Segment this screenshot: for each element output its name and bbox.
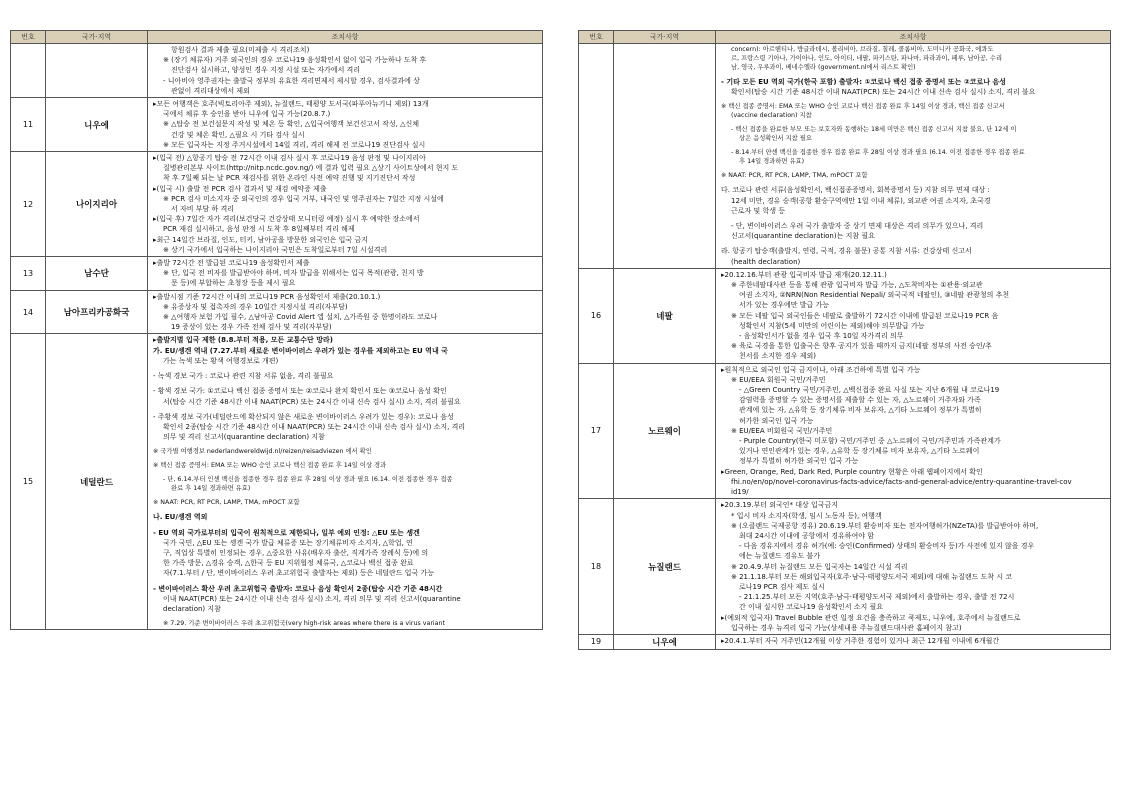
measure-line: 근로자 및 학생 등: [731, 206, 786, 215]
measure-line: 여권 소지자, ②NRN(Non Residential Nepali/ 외국국적 네팔인), ③네팔 관광청의 추천: [739, 291, 1010, 300]
measure-line: ▸(예외적 입국자) Travel Bubble 관련 일정 요건을 충족하고 쿡제도, 니우에, 호주에서 뉴질랜드로: [721, 613, 1021, 622]
left-table-body: [11, 44, 543, 630]
table-row: [579, 363, 1111, 499]
row-number: 12: [11, 152, 46, 257]
measure-line: ※ 단, 입국 전 비자를 발급받아야 하며, 비자 발급을 위해서는 입국 목적(관광, 친지 방: [163, 269, 424, 278]
header-measures: 조치사항: [716, 31, 1111, 44]
measure-line: ※ NAAT: PCR, RT PCR, LAMP, TMA, mPOCT 포함: [153, 499, 300, 507]
row-number: 15: [11, 334, 46, 630]
right-header-row: [579, 31, 1111, 44]
measure-line: ▸20.3.19.부터 외국인* 대상 입국금지: [721, 501, 839, 510]
measure-line: ▸출발시점 기준 72시간 이내의 코로나19 PCR 음성확인서 제출(20.10.1.): [153, 292, 381, 301]
measure-line: 관없이 격리대상에서 제외: [171, 86, 250, 95]
measure-line: 착 후 7일째 되는 날 PCR 재검사를 위한 온라인 사전 예약 진행 및 지기진단서 작성: [163, 174, 416, 183]
measure-line: ※ △여행자 보험 가입 필수, △남아공 Covid Alert 앱 설치, △가족원 중 한명이라도 코로나: [163, 313, 438, 322]
measure-line: - △Green Country 국민/거주민, △백신접종 완료 사실 또는 지난 6개월 내 코로나19: [739, 386, 1000, 395]
measure-line: 확인서(탑승 시간 기준 48시간 이내 NAAT(PCR) 또는 24시간 이내 신속 검사 실시) 소지, 격리 불요: [731, 88, 1036, 97]
row-measures: [716, 499, 1111, 635]
measure-line: - Purple Country(한국 미포함) 국민/거주민 중 △노르웨이 국민/거주민과 가족관계가: [739, 437, 1001, 446]
measure-line: declaration) 지참: [163, 604, 221, 613]
measure-line: ▸(입국 시) 출발 전 PCR 검사 결과서 및 재검 예약증 제출: [153, 184, 327, 193]
measure-line: 다. 코로나 관련 서류(음성확인서, 백신접종증명서, 회복증명서 등) 지참 의무 면제 대상 :: [721, 186, 990, 195]
measure-line: 에는 뉴질랜드 경유도 불가: [739, 552, 821, 561]
measure-line: 19 증상이 있는 경우 가족 전체 검사 및 격리(자부담): [171, 323, 332, 332]
measure-line: - 21.1.25.부터 모든 지역(호주·남극·태평양도서국 제외)에서 출발하는 경우, 출발 전 72시: [739, 593, 1015, 602]
measure-line: ※ EU/EEA 회원국 국민/거주민: [731, 375, 826, 384]
row-number: 13: [11, 257, 46, 291]
measure-line: ▸최근 14일간 브라질, 인도, 터키, 남아공을 방문한 외국인은 입국 금지: [153, 235, 368, 244]
measure-line: 완료 후 14일 경과하면 유효): [171, 485, 251, 493]
measure-line: - 황색 경보 국가: ①코로나 백신 접종 증명서 또는 ②코로나 완치 확인서 또는 ③코로나 음성 확인: [153, 387, 447, 396]
measure-line: - 주황색 경보 국가(네덜란드에 확산되지 않은 새로운 변이바이러스 우려가 있는 경우): 코로나 음성: [153, 412, 454, 421]
row-country: 니우에: [46, 98, 148, 152]
table-row: [579, 499, 1111, 635]
measure-line: 자(7.1.부터 / 단, 변이바이러스 우려 초고위험국 출발자는 제외) 등은 네덜란드 입국 가능: [163, 569, 435, 578]
measure-line: 구, 직업상 특별히 인정되는 경우, △중요한 사유(배우자 출산, 직계가족 장례식 등)에 의: [163, 548, 429, 557]
row-measures: [716, 268, 1111, 363]
row-number: 11: [11, 98, 46, 152]
table-row: [11, 257, 543, 291]
measure-line: 감염력을 증명할 수 있는 증명서를 제출할 수 있는 자, △노르웨이 거주자와 가족: [739, 396, 981, 405]
measure-line: 확인서 2종(탑승 시간 기준 48시간 이내 NAAT(PCR) 또는 24시간 이내 신속 검사 실시) 소지, 격리: [163, 422, 466, 431]
measure-line: 신고서(quarantine declaration)는 지참 필요: [731, 232, 875, 241]
measure-line: 로나19 PCR 검사 제도 실시: [739, 582, 825, 591]
measure-line: ※ (오클랜드 국제공항 경유) 20.6.19.부터 환승비자 또는 전자여행허가(NZeTA)를 발급받아야 하며,: [731, 521, 1039, 530]
row-measures: [148, 290, 543, 334]
measure-line: 후 14일 경과하면 유효): [739, 158, 805, 166]
left-header-row: [11, 31, 543, 44]
measure-line: 최대 24시간 이내에 공항에서 경유하여야 함: [739, 531, 874, 540]
row-country: 뉴질랜드: [614, 499, 716, 635]
measure-line: 국에서 체류 후 승인을 받아 니우에 입국 가능(20.8.7.): [163, 110, 331, 119]
row-country: 남아프리카공화국: [46, 290, 148, 334]
measure-line: - 백신 접종을 완료한 부모 또는 보호자와 동행하는 18세 미만은 백신 접종 신고서 지참 불요, 단 12세 이: [731, 126, 1017, 134]
measure-line: 한 가족 방문, △경유 승객, △한국 등 EU 지위협정 체류국, △코로나 백신 접종 완료: [163, 559, 414, 568]
measure-line: 질병관리본부 사이트(http://nitp.ncdc.gov.ng/) 에 결과 입력 필요 △상기 사이트상에서 현지 도: [163, 164, 459, 173]
measure-line: ※ 국가별 여행경보 nederlandwereldwijd.nl/reizen/reisadviezen 에서 확인: [153, 448, 372, 456]
row-country: 네팔: [614, 268, 716, 363]
row-number: 16: [579, 268, 614, 363]
measure-line: ※ 7.29. 기준 변이바이러스 우려 초고위험국(very high-risk areas where there is a virus variant: [163, 620, 445, 628]
row-measures: [716, 44, 1111, 269]
row-number: 17: [579, 363, 614, 499]
measure-line: 가. EU/솅겐 역내 (7.27.부터 새로운 변이바이러스 우려가 있는 경우를 제외하고는 EU 역내 국: [153, 346, 448, 355]
measure-line: id19/: [731, 488, 749, 497]
table-row: [11, 334, 543, 630]
measure-line: ※ 백신 접종 증명서: EMA 또는 WHO 승인 코로나 백신 접종 완료 후 14일 이상 경과: [153, 462, 387, 470]
measure-line: - 단, 변이바이러스 우려 국가 출발자 중 상기 면제 대상은 격리 의무가 있으나, 격리: [731, 222, 984, 231]
measure-line: - 음성확인서가 없을 경우 입국 후 10일 자가격리 의무: [739, 332, 904, 341]
row-number: [579, 44, 614, 269]
measure-line: ※ 주한네팔대사관 등을 통해 관광 입국비자 발급 가능, △도착비자는 ①관용·외교관: [731, 281, 983, 290]
measure-line: 허가한 외국인 입국 가능: [739, 416, 814, 425]
left-column: [10, 30, 543, 630]
measure-line: ※ 육로 국경을 통한 입출국은 향후 공지가 있을 때까지 금지(네팔 정부의 사전 승인/추: [731, 342, 992, 351]
measure-line: - 기타 모든 EU 역외 국가(한국 포함) 출발자: ①코로나 백신 접종 증명서 또는 ②코로나 음성: [721, 78, 1006, 86]
row-country: 네덜란드: [46, 334, 148, 630]
row-country: 남수단: [46, 257, 148, 291]
measure-line: - 니아비아 영주권자는 출발국 정부의 유효한 격리면제서 제시할 경우, 검사결과에 상: [163, 76, 420, 85]
measure-line: 관계에 있는 자, △유학 등 장기체류 비자 보유자, △기타 노르웨이 정부가 특별히: [739, 406, 982, 415]
measure-line: 항원검사 결과 제출 필요(미제출 시 격리조치): [171, 46, 310, 54]
table-row: [11, 152, 543, 257]
measure-line: ※ 21.1.18.부터 모든 해외입국자(호주·남극·태평양도서국 제외)에 대해 뉴질랜드 도착 시 코: [731, 572, 1013, 581]
measure-line: (vaccine declaration) 지참: [731, 112, 812, 120]
row-country: 니우에: [614, 634, 716, 649]
measure-line: fhi.no/en/op/novel-coronavirus-facts-advice/facts-and-general-advice/entry-quarantine-travel-cov: [731, 477, 1072, 486]
row-number: 19: [579, 634, 614, 649]
measure-line: 간 이내 실시한 코로나19 음성확인서 소지 필요: [739, 603, 883, 612]
measure-line: ※ EU/EEA 비회원국 국민/거주민: [731, 426, 833, 435]
row-number: 18: [579, 499, 614, 635]
measure-line: 국가 국민, △EU 또는 솅겐 국가 발급 체류증 또는 장기체류비자 소지자, △학업, 연: [163, 538, 413, 547]
table-row: [11, 290, 543, 334]
row-measures: [148, 334, 543, 630]
row-country: 나이지리아: [46, 152, 148, 257]
measure-line: 12세 미만, 경유 승객(공항 환승구역에만 1일 이내 체류), 외교관 여권 소지자, 초국경: [731, 196, 991, 205]
row-country: [46, 44, 148, 98]
measure-line: 입국하는 경우 뉴격리 입국 가능(상세내용 주뉴질랜드대사관 홈페이지 참고): [731, 623, 962, 632]
measure-line: ※ (장기 체류자) 거주 외국인의 경우 코로나19 음성확인서 없이 입국 가능하나 도착 후: [163, 56, 427, 65]
row-measures: [716, 363, 1111, 499]
table-row: [579, 268, 1111, 363]
measure-line: ※ 모든 입국자는 지정 주거시설에서 14일 격리, 격리 해제 전 코로나19 진단검사 실시: [163, 140, 426, 149]
measure-line: (health declaration): [731, 257, 801, 266]
measure-line: ※ 유증상자 및 접촉자의 경우 10일간 지정시설 격리(자부담): [163, 302, 348, 311]
measure-line: ※ 20.4.9.부터 뉴질랜드 모든 입국자는 14일간 시설 격리: [731, 562, 908, 571]
measure-line: PCR 재검 실시하고, 음성 판정 시 도착 후 8일째부터 격리 해제: [163, 225, 355, 234]
measure-line: - 녹색 경보 국가 : 코로나 관련 지참 서류 없음, 격리 불필요: [153, 372, 334, 381]
right-table-body: [579, 44, 1111, 650]
measure-line: ▸20.12.16.부터 관광 입국비자 발급 재개(20.12.11.): [721, 270, 887, 279]
measure-line: 의무 및 격리 신고서(quarantine declaration) 지참: [163, 433, 325, 442]
measure-line: 문 등)에 부합하는 초청장 등을 제시 필요: [171, 279, 296, 288]
measure-line: ※ △탑승 전 보건설문지 작성 및 체온 등 확인, △입국여행객 보건신고서 작성, △신체: [163, 120, 420, 129]
measure-line: - 다음 경유지에서 경유 허가(예: 승인(Confirmed) 상태의 환승비자 등)가 사전에 있지 않을 경우: [739, 542, 1035, 551]
measure-line: concern): 아르헨티나, 방글라데시, 볼리비아, 브라질, 칠레, 콜롬비아, 도미니카 공화국, 에콰도: [731, 46, 994, 53]
measure-line: ▸출발 72시간 전 발급된 코로나19 음성확인서 제출: [153, 259, 310, 268]
measure-line: ▸20.4.1.부터 자국 거주민(12개월 이상 거주한 경험이 있거나 최근 12개월 이내에 6개월간: [721, 636, 1000, 645]
row-measures: [716, 634, 1111, 649]
measure-line: ▸원칙적으로 외국인 입국 금지이나, 아래 조건하에 특별 입국 가능: [721, 365, 921, 374]
row-number: 14: [11, 290, 46, 334]
measure-line: 정부가 특별히 허가한 외국인 입국 가능: [739, 457, 859, 466]
header-country: 국가·지역: [614, 31, 716, 44]
header-country: 국가·지역: [46, 31, 148, 44]
measure-line: ▸출발지별 입국 제한 (8.8.부터 적용, 모든 교통수단 망라): [153, 336, 333, 345]
measure-line: 이내 NAAT(PCR) 또는 24시간 이내 신속 검사 실시) 소지, 격리 의무 및 격리 신고서(quarantine: [163, 594, 461, 603]
header-no: 번호: [11, 31, 46, 44]
header-no: 번호: [579, 31, 614, 44]
measure-line: - 단, 6.14.부터 인센 백신을 접종한 경우 접종 완료 후 28일 이상 경과 필요 (6.14. 이전 접종한 경우 접종: [163, 476, 453, 484]
measure-line: 진단검사 실시하고, 양성인 경우 지정 시설 또는 자가에서 격리: [171, 66, 361, 75]
measure-line: 가는 녹색 또는 황색 여행경보로 개편): [163, 356, 279, 365]
row-measures: [148, 98, 543, 152]
right-column: [578, 30, 1111, 650]
row-measures: [148, 152, 543, 257]
measure-line: 건강 및 체온 확인, △필요 시 기타 검사 실시: [171, 130, 305, 139]
measure-line: ▸(입국 전) △항공기 탑승 전 72시간 이내 검사 실시 후 코로나19 음성 판정 및 나이지리아: [153, 154, 426, 163]
measure-line: - EU 역외 국가로부터의 입국이 원칙적으로 제한되나, 일부 예외 인정: △EU 또는 솅겐: [153, 528, 420, 537]
measure-line: - 변이바이러스 확산 우려 초고위험국 출발자: 코로나 음성 확인서 2종(탑승 시간 기준 48시간: [153, 584, 443, 593]
measure-line: 나. EU/솅겐 역외: [153, 513, 208, 522]
measure-line: 르, 프랑스령 기아나, 가이아나, 인도, 아이티, 네팔, 파키스탄, 파나마, 파라과이, 페루, 남아공, 수리: [731, 55, 1003, 62]
row-measures: [148, 44, 543, 98]
measure-line: 있거나 연인관계가 있는 경우, △유학 등 장기체류 비자 보유자, △기타 노르웨이: [739, 447, 980, 456]
table-row: [11, 44, 543, 98]
measure-line: 서(탑승 시간 기준 48시간 이내 NAAT(PCR) 또는 24시간 이내 신속 검사 실시) 소지, 격리 불필요: [163, 397, 461, 406]
table-row: [579, 44, 1111, 269]
measure-line: 라. 항공기 탑승객(출발지, 연령, 국적, 경유 불문) 공통 지참 서류: 건강상태 신고서: [721, 247, 972, 256]
measure-line: 서가 있는 경우에만 발급 가능: [739, 301, 830, 310]
measure-line: ※ PCR 검사 미소지자 중 외국인의 경우 입국 거부, 내국인 및 영주권자는 7일간 지정 시설에: [163, 194, 444, 203]
measure-line: 상은 음성확인서 지참 필요: [739, 135, 812, 143]
row-number: [11, 44, 46, 98]
measure-line: 천서를 소지한 경우 제외): [739, 352, 817, 361]
table-row: [579, 634, 1111, 649]
measure-line: * 입시 비자 소지자(학생, 임시 노동자 등), 여행객: [731, 511, 882, 520]
left-table: [10, 30, 543, 630]
measure-line: ▸모든 여행객은 호주(빅토리아주 제외), 뉴질랜드, 태평양 도서국(파푸아뉴기니 제외) 13개: [153, 100, 429, 109]
measure-line: ※ 백신 접종 증명서: EMA 또는 WHO 승인 코로나 백신 접종 완료 후 14일 이상 경과, 백신 접종 신고서: [721, 103, 1005, 111]
row-country: 노르웨이: [614, 363, 716, 499]
measure-line: 남, 영국, 우루과이, 베네수엘라 (government.nl에서 리스트 확인): [731, 64, 916, 71]
measure-line: ▸(입국 후) 7일간 자가 격리(보건당국 건강상태 모니터링 예정) 실시 후 예약한 장소에서: [153, 215, 420, 224]
measure-line: ※ NAAT: PCR, RT PCR, LAMP, TMA, mPOCT 포함: [721, 172, 868, 180]
measure-line: 서 자비 부담 하 격리: [171, 205, 234, 214]
table-row: [11, 98, 543, 152]
measure-line: 성확인서 지참(5세 미만의 어린이는 제외)해야 의무발급 가능: [739, 321, 925, 330]
measure-line: - 8.14.부터 얀센 백신을 접종한 경우 접종 완료 후 28일 이상 경과 필요 (6.14. 이전 접종한 경우 접종 완료: [731, 149, 1025, 157]
measure-line: ※ 상기 국가에서 입국하는 나이지리아 국민은 도착일로부터 7일 시설격리: [163, 245, 388, 254]
row-country: [614, 44, 716, 269]
right-table: [578, 30, 1111, 650]
row-measures: [148, 257, 543, 291]
measure-line: ※ 모든 네팔 입국 외국인들은 네팔로 출발하기 72시간 이내에 발급된 코로나19 PCR 음: [731, 311, 999, 320]
measure-line: ▸Green, Orange, Red, Dark Red, Purple country 현황은 아래 웹페이지에서 확인: [721, 467, 983, 476]
header-measures: 조치사항: [148, 31, 543, 44]
